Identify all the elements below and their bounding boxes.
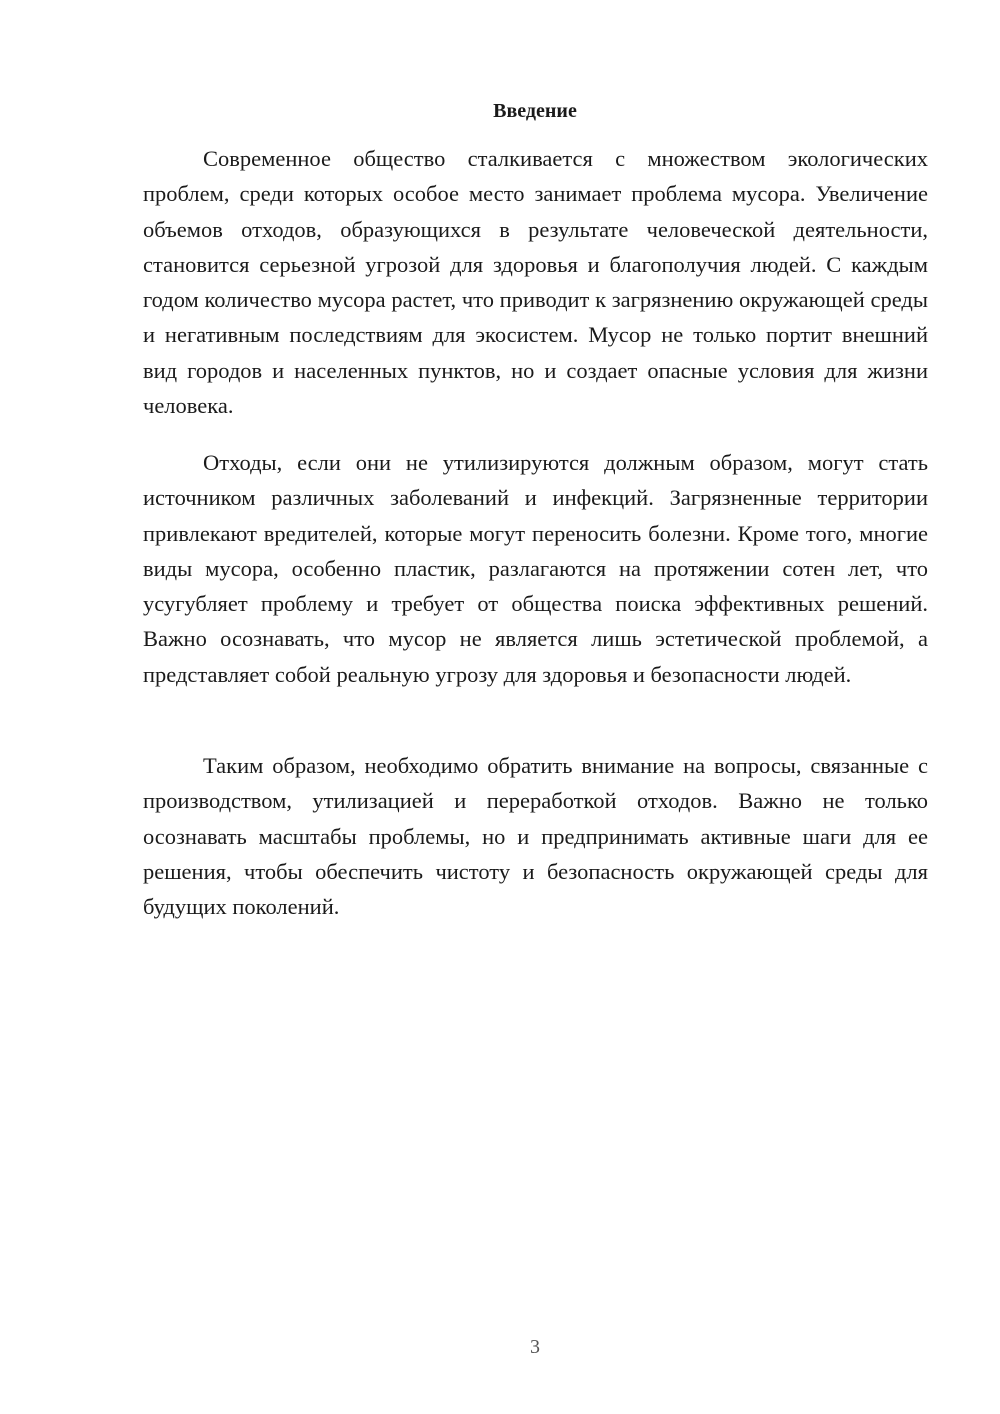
section-heading: Введение	[493, 100, 577, 122]
page-number: 3	[530, 1336, 540, 1358]
paragraph-3: Таким образом, необходимо обратить внимание на вопросы, связанные с производством, утилизацией и переработкой отходов. Важно не только осознавать масштабы проблемы, но и предпринимать активные шаги для ее решения, чтобы обеспечить чистоту и безопасность окружающей среды для будущих поколений.	[143, 753, 928, 920]
paragraph-2: Отходы, если они не утилизируются должным образом, могут стать источником различных заболеваний и инфекций. Загрязненные территории привлекают вредителей, которые могут переносить болезни. Кроме того, многие виды мусора, особенно пластик, разлагаются на протяжении сотен лет, что усугубляет проблему и требует от общества поиска эффективных решений. Важно осознавать, что мусор не является лишь эстетической проблемой, а представляет собой реальную угрозу для здоровья и безопасности людей.	[143, 450, 928, 687]
paragraph-1: Современное общество сталкивается с множеством экологических проблем, среди которых особое место занимает проблема мусора. Увеличение объемов отходов, образующихся в результате человеческой деятельности, становится серьезной угрозой для здоровья и благополучия людей. С каждым годом количество мусора растет, что приводит к загрязнению окружающей среды и негативным последствиям для экосистем. Мусор не только портит внешний вид городов и населенных пунктов, но и создает опасные условия для жизни человека.	[143, 146, 928, 419]
